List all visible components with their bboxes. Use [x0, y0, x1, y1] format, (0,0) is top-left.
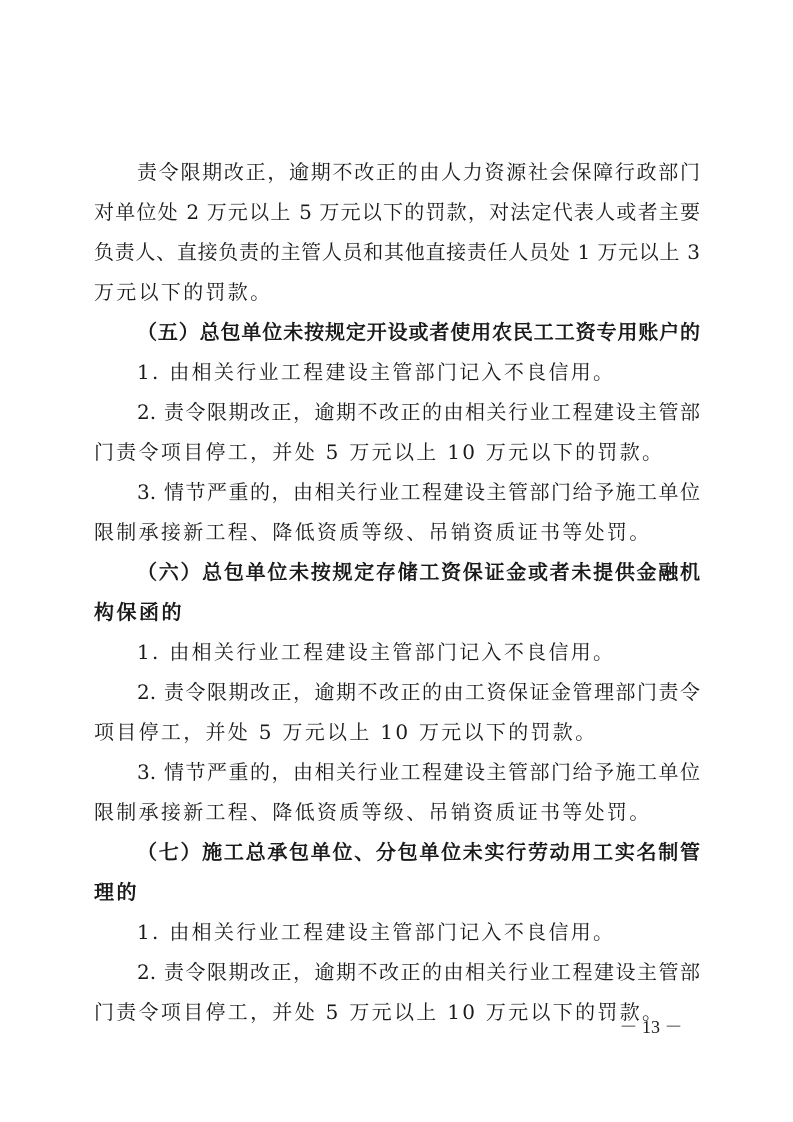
paragraph-line: 万元以下的罚款。 [94, 280, 273, 304]
paragraph-line: 门责令项目停工，并处 5 万元以上 10 万元以下的罚款。 [94, 1000, 665, 1024]
section-heading: 理的 [94, 880, 139, 904]
paragraph-line: 限制承接新工程、降低资质等级、吊销资质证书等处罚。 [94, 520, 652, 544]
section-heading: （五）总包单位未按规定开设或者使用农民工工资专用账户的 [137, 320, 700, 344]
list-item: 2. 责令限期改正，逾期不改正的由工资保证金管理部门责令 [137, 680, 700, 704]
paragraph-line: 限制承接新工程、降低资质等级、吊销资质证书等处罚。 [94, 800, 652, 824]
paragraph-line: 门责令项目停工，并处 5 万元以上 10 万元以下的罚款。 [94, 440, 665, 464]
page-number: － 13 － [619, 1017, 683, 1037]
paragraph-line: 责令限期改正，逾期不改正的由人力资源社会保障行政部门 [137, 160, 700, 184]
paragraph-line: 对单位处 2 万元以上 5 万元以下的罚款，对法定代表人或者主要 [94, 200, 700, 224]
list-item: 1. 由相关行业工程建设主管部门记入不良信用。 [137, 640, 616, 664]
section-heading: 构保函的 [94, 600, 184, 624]
list-item: 3. 情节严重的，由相关行业工程建设主管部门给予施工单位 [137, 760, 700, 784]
section-heading: （六）总包单位未按规定存储工资保证金或者未提供金融机 [137, 560, 700, 584]
list-item: 3. 情节严重的，由相关行业工程建设主管部门给予施工单位 [137, 480, 700, 504]
list-item: 1. 由相关行业工程建设主管部门记入不良信用。 [137, 920, 616, 944]
section-heading: （七）施工总承包单位、分包单位未实行劳动用工实名制管 [137, 840, 700, 864]
list-item: 1. 由相关行业工程建设主管部门记入不良信用。 [137, 360, 616, 384]
list-item: 2. 责令限期改正，逾期不改正的由相关行业工程建设主管部 [137, 400, 700, 424]
list-item: 2. 责令限期改正，逾期不改正的由相关行业工程建设主管部 [137, 960, 700, 984]
paragraph-line: 负责人、直接负责的主管人员和其他直接责任人员处 1 万元以上 3 [94, 240, 700, 264]
paragraph-line: 项目停工，并处 5 万元以上 10 万元以下的罚款。 [94, 720, 598, 744]
